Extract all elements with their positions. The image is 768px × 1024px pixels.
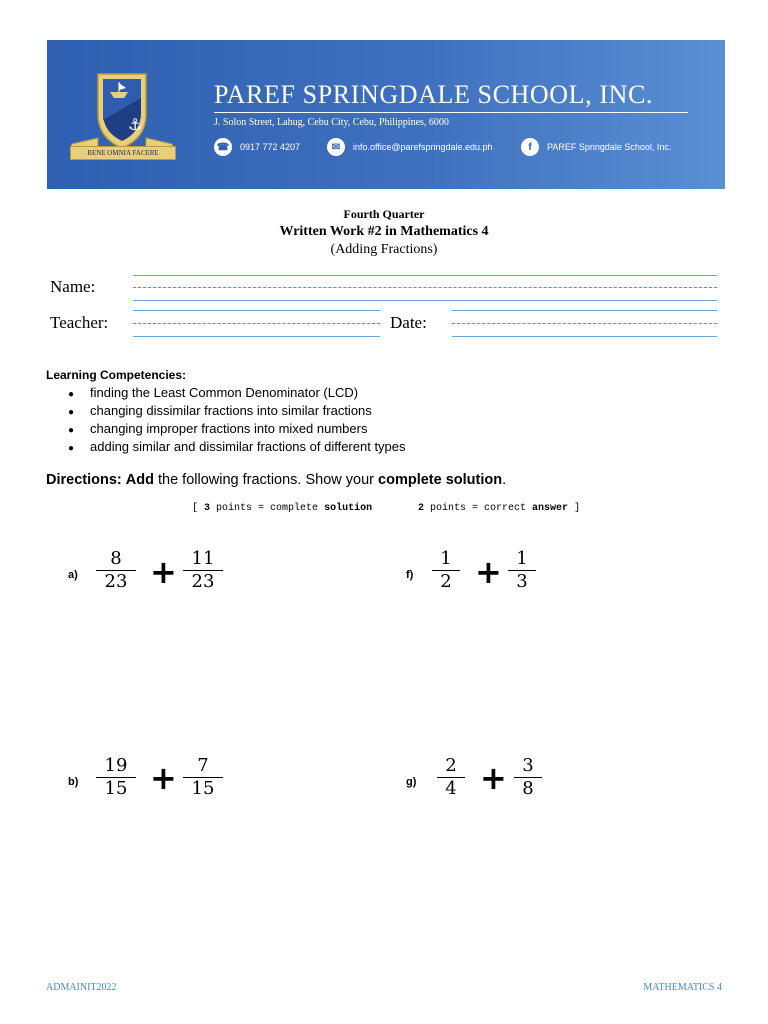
phone-number: 0917 772 4207 bbox=[240, 142, 301, 152]
bullet-icon: ● bbox=[68, 389, 75, 400]
school-name: PAREF SPRINGDALE SCHOOL, INC. bbox=[214, 80, 654, 109]
plus-sign: + bbox=[475, 553, 502, 591]
name-line-bottom bbox=[133, 300, 717, 301]
phone-icon: ☎ bbox=[214, 138, 232, 156]
list-item: ● adding similar and dissimilar fractions of different types bbox=[68, 438, 406, 456]
name-line-top bbox=[133, 275, 717, 276]
bullet-icon: ● bbox=[68, 443, 75, 454]
problem-label: b) bbox=[68, 776, 79, 788]
teacher-line-top bbox=[133, 310, 380, 311]
banner-divider bbox=[214, 112, 688, 113]
topic-title: (Adding Fractions) bbox=[330, 242, 438, 257]
plus-sign: + bbox=[480, 759, 507, 797]
facebook-name: PAREF Springdale School, Inc. bbox=[547, 142, 672, 152]
school-motto: BENE OMNIA FACERE bbox=[70, 146, 176, 160]
facebook-contact bbox=[521, 137, 671, 157]
teacher-label: Teacher: bbox=[50, 313, 109, 332]
bullet-icon: ● bbox=[68, 425, 75, 436]
plus-sign: + bbox=[150, 553, 177, 591]
teacher-line-bottom bbox=[133, 336, 380, 337]
fraction: 2 4 bbox=[437, 755, 465, 800]
competencies-title: Learning Competencies: bbox=[46, 368, 187, 382]
list-item: ● changing dissimilar fractions into similar fractions bbox=[68, 402, 406, 420]
fraction: 8 23 bbox=[96, 548, 136, 593]
svg-text:⚓: ⚓ bbox=[128, 115, 143, 134]
problem-label: g) bbox=[406, 776, 417, 788]
fraction: 19 15 bbox=[96, 755, 136, 800]
fraction: 1 2 bbox=[432, 548, 460, 593]
plus-sign: + bbox=[150, 759, 177, 797]
fraction: 7 15 bbox=[183, 755, 223, 800]
quarter-title: Fourth Quarter bbox=[343, 207, 425, 221]
footer-code: ADMAINIT2022 bbox=[46, 982, 117, 993]
date-line-bottom bbox=[452, 336, 717, 337]
date-label: Date: bbox=[390, 313, 427, 332]
work-title: Written Work #2 in Mathematics 4 bbox=[279, 224, 489, 239]
email-icon: ✉ bbox=[327, 138, 345, 156]
date-line-top bbox=[452, 310, 717, 311]
fraction: 3 8 bbox=[514, 755, 542, 800]
bullet-icon: ● bbox=[68, 407, 75, 418]
fraction: 11 23 bbox=[183, 548, 223, 593]
points-answer: 2 points = correct answer ] bbox=[418, 503, 581, 514]
problem-label: a) bbox=[68, 569, 78, 581]
list-item: ● changing improper fractions into mixed numbers bbox=[68, 420, 406, 438]
list-item: ● finding the Least Common Denominator (LCD) bbox=[68, 384, 406, 402]
phone-contact bbox=[214, 137, 300, 157]
email-contact bbox=[327, 137, 493, 157]
teacher-field[interactable] bbox=[133, 323, 380, 324]
directions: Directions: Add the following fractions. Show your complete solution. bbox=[46, 472, 507, 488]
fraction: 1 3 bbox=[508, 548, 536, 593]
points-solution: [ 3 points = complete solution bbox=[192, 503, 373, 514]
name-field[interactable] bbox=[133, 287, 717, 288]
email-address: info.office@parefspringdale.edu.ph bbox=[353, 142, 493, 152]
date-field[interactable] bbox=[452, 323, 717, 324]
competencies-list bbox=[68, 384, 406, 456]
name-label: Name: bbox=[50, 277, 96, 296]
footer-subject: MATHEMATICS 4 bbox=[643, 982, 722, 993]
school-address: J. Solon Street, Lahug, Cebu City, Cebu, Philippines, 6000 bbox=[214, 117, 449, 128]
problem-label: f) bbox=[406, 569, 414, 581]
facebook-icon: f bbox=[521, 138, 539, 156]
